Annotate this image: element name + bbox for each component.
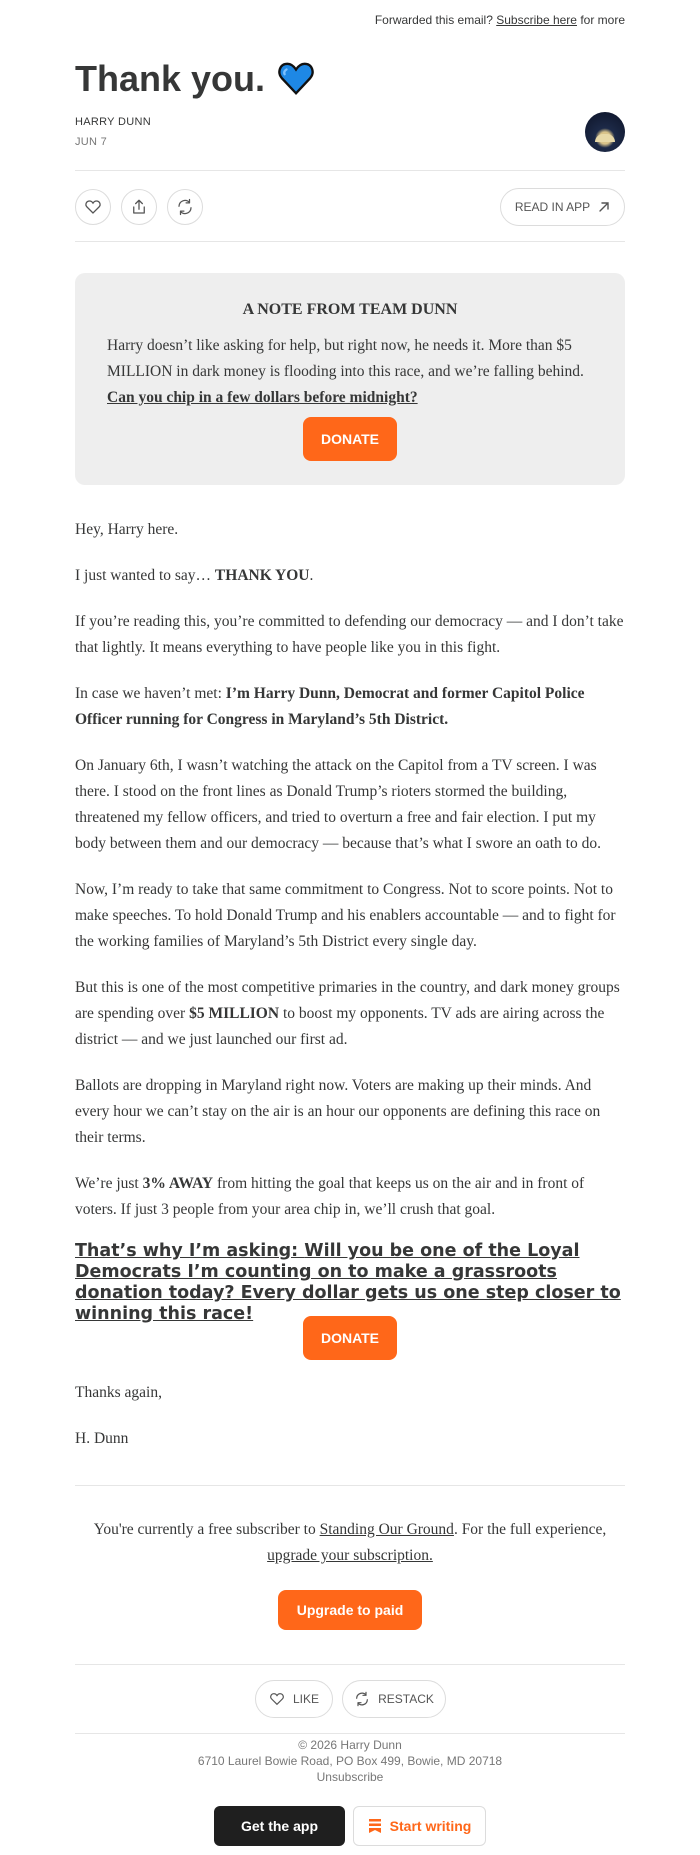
text: We’re just (75, 1175, 143, 1192)
like-label: LIKE (292, 1692, 319, 1706)
text: That’s why I’m asking: (75, 1241, 305, 1261)
sign-off: Thanks again, (75, 1384, 162, 1401)
upgrade-subscription-link[interactable]: upgrade your subscription. (267, 1547, 433, 1564)
get-the-app-button[interactable]: Get the app (214, 1806, 345, 1846)
text: In case we haven’t met: (75, 685, 226, 702)
restack-label: RESTACK (378, 1692, 434, 1706)
share-icon (130, 198, 148, 216)
forward-prefix: Forwarded this email? (374, 13, 493, 27)
team-note-box (75, 273, 625, 485)
footer-like-button[interactable] (255, 1680, 333, 1718)
start-writing-label: Start writing (389, 1818, 472, 1834)
arrow-up-right-icon (598, 201, 610, 213)
donation-ask-link[interactable] (75, 1241, 625, 1325)
share-button[interactable] (121, 189, 157, 225)
bold-text: 3% AWAY (142, 1175, 214, 1192)
paragraph (75, 975, 625, 1053)
note-chip-in-link[interactable]: Can you chip in a few dollars before midnight? (107, 389, 418, 406)
blue-heart-emoji-icon (277, 60, 315, 98)
forward-suffix: for more (580, 13, 625, 27)
text: . For the full experience, (453, 1521, 607, 1538)
upgrade-to-paid-button[interactable]: Upgrade to paid (278, 1590, 422, 1630)
note-body: Harry doesn’t like asking for help, but right now, he needs it. More than $5 MILLION in dark money is flooding into this race, and we’re falling behind. (107, 337, 584, 380)
bookmark-flag-icon (368, 1818, 382, 1834)
paragraph: Now, I’m ready to take that same commitment to Congress. Not to score points. Not to make speeches. To hold Donald Trump and his enablers accountable — and to fight for the working families of Maryland’s 5th District every single day. (75, 881, 616, 950)
paragraph: If you’re reading this, you’re committed to defending our democracy — and I don’t take that lightly. It means everything to have people like you in this fight. (75, 613, 624, 656)
heart-icon (84, 198, 102, 216)
divider (75, 170, 625, 171)
note-heading: A NOTE FROM TEAM DUNN (242, 301, 458, 318)
paragraph: Hey, Harry here. (75, 521, 179, 538)
start-writing-button[interactable] (353, 1806, 486, 1846)
post-title (75, 58, 315, 100)
author-name[interactable]: HARRY DUNN (75, 116, 151, 128)
publication-avatar[interactable] (585, 112, 625, 152)
bold-text: $5 MILLION (189, 1005, 280, 1022)
unsubscribe-link[interactable]: Unsubscribe (316, 1770, 384, 1784)
read-in-app-label: READ IN APP (514, 200, 591, 214)
bold-text: I’m Harry Dunn, Democrat and former Capitol Police Officer running for Congress in Maryland’s 5th District. (75, 685, 585, 728)
text: to boost my opponents. TV ads are airing across the district — and we just launched our first ad. (75, 1005, 605, 1048)
post-title-text: Thank you. (75, 58, 266, 99)
body-donate-button[interactable]: DONATE (303, 1316, 397, 1360)
paragraph: On January 6th, I wasn’t watching the attack on the Capitol from a TV screen. I was there. I stood on the front lines as Donald Trump’s rioters stormed the building, threatened my fellow officers, and tried to overturn a free and fair election. I put my body between them and our democracy — because that’s what I swore an oath to do. (75, 757, 601, 852)
paragraph (75, 1171, 625, 1223)
note-text (107, 333, 593, 411)
publication-link[interactable]: Standing Our Ground (319, 1521, 454, 1538)
text: Will you be one of the Loyal Democrats I’m counting on to make a grassroots donation today? Every dollar gets us one step closer to winning this race! (75, 1241, 621, 1324)
restack-icon (354, 1691, 370, 1707)
divider (75, 241, 625, 242)
post-date: JUN 7 (75, 136, 108, 148)
copyright: © 2026 Harry Dunn (298, 1738, 402, 1752)
subscriber-note (75, 1517, 625, 1569)
restack-icon (176, 198, 194, 216)
subscribe-link[interactable]: Subscribe here (496, 13, 577, 27)
restack-button[interactable] (167, 189, 203, 225)
paragraph: Ballots are dropping in Maryland right now. Voters are making up their minds. And every hour we can’t stay on the air is an hour our opponents are defining this race on their terms. (75, 1077, 601, 1146)
divider (75, 1485, 625, 1486)
text: . (309, 567, 314, 584)
footer-restack-button[interactable] (342, 1680, 446, 1718)
divider (75, 1733, 625, 1734)
heart-icon (269, 1691, 285, 1707)
text: But this is one of the most competitive primaries in the country, and dark money groups are spending over (75, 979, 620, 1022)
note-donate-button[interactable]: DONATE (303, 417, 397, 461)
paragraph (75, 681, 625, 733)
text: from hitting the goal that keeps us on the air and in front of voters. If just 3 people from your area chip in, we’ll crush that goal. (75, 1175, 585, 1218)
mailing-address: 6710 Laurel Bowie Road, PO Box 499, Bowie, MD 20718 (197, 1754, 503, 1768)
text: I just wanted to say… (75, 567, 215, 584)
bold-text: THANK YOU (214, 567, 310, 584)
text: You're currently a free subscriber to (93, 1521, 320, 1538)
paragraph (75, 563, 625, 589)
divider (75, 1664, 625, 1665)
like-button[interactable] (75, 189, 111, 225)
forward-line (375, 13, 625, 27)
read-in-app-button[interactable] (500, 188, 625, 226)
signature: H. Dunn (75, 1430, 129, 1447)
